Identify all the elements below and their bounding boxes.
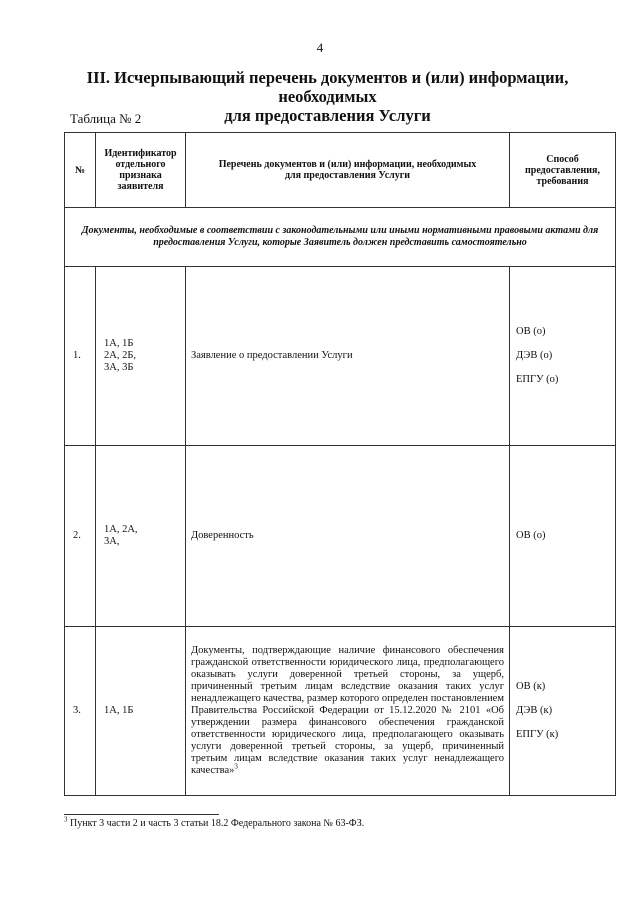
row-identifiers (96, 267, 186, 446)
row-document: Доверенность (186, 446, 510, 627)
table-header-row (65, 133, 616, 208)
row-document-text: Документы, подтверждающие наличие финансового обеспечения гражданской ответственности юридического лица, предполагающего оказывать услуги доверенной третьей стороны, за ущерб, причиненный третьим лицам вследствие оказания таких услуг ненадлежащего качества, размер которого определен постановлением Правительства Российской Федерации от 15.12.2020 № 2101 «Об утверждении размера финансового обеспечения гражданской ответственности юридического лица, предполагающего оказывать услуги доверенной третьей стороны, за ущерб, причиненный третьим лицам вследствие оказания таких услуг ненадлежащего качества» (191, 645, 504, 776)
section-title-line-1: III. Исчерпывающий перечень документов и (или) информации, необходимых (86, 68, 569, 106)
row-document (186, 627, 510, 796)
header-documents: Перечень документов и (или) информации, необходимых для предоставления Услуги (186, 133, 510, 208)
row-number: 3. (65, 627, 96, 796)
row-methods (510, 267, 616, 446)
method-line: ЕПГУ (к) (516, 729, 559, 740)
method-line: ЕПГУ (о) (516, 374, 559, 385)
section-caption-row (65, 208, 616, 267)
footnote-reference: 3 (234, 762, 238, 771)
header-method: Способ предоставления, требования (510, 133, 616, 208)
table-row (65, 446, 616, 627)
row-identifiers (96, 446, 186, 627)
method-line: ОВ (о) (516, 530, 546, 541)
table-row (65, 627, 616, 796)
header-num: № (65, 133, 96, 208)
method-line: ОВ (к) (516, 681, 546, 692)
method-line: ДЭВ (к) (516, 705, 553, 716)
row-document: Заявление о предоставлении Услуги (186, 267, 510, 446)
identifier-line: 1А, 1Б (104, 338, 134, 349)
page-number: 4 (316, 40, 324, 55)
row-number: 2. (65, 446, 96, 627)
footnote-text: Пункт 3 части 2 и часть 3 статьи 18.2 Федерального закона № 63-ФЗ. (67, 818, 365, 829)
row-number: 1. (65, 267, 96, 446)
footnote-divider (64, 814, 219, 815)
table-row (65, 267, 616, 446)
identifier-line: 3А, (104, 536, 120, 547)
header-identifier: Идентификатор отдельного признака заявителя (96, 133, 186, 208)
identifier-line: 2А, 2Б, (104, 350, 136, 361)
row-methods (510, 446, 616, 627)
footnote (64, 815, 365, 829)
section-title-line-2: для предоставления Услуги (224, 106, 431, 125)
row-identifiers (96, 627, 186, 796)
section-caption: Документы, необходимые в соответствии с законодательными или иными нормативными правовыми актами для предоставления Услуги, которые Заявитель должен представить самостоятельно (65, 208, 616, 267)
documents-table (64, 132, 616, 796)
identifier-line: 1А, 2А, (104, 524, 138, 535)
footnote-mark: 3 (64, 815, 68, 824)
table-label: Таблица № 2 (70, 111, 142, 126)
method-line: ДЭВ (о) (516, 350, 553, 361)
identifier-line: 3А, 3Б (104, 362, 134, 373)
method-line: ОВ (о) (516, 326, 546, 337)
identifier-line: 1А, 1Б (104, 705, 134, 716)
row-methods (510, 627, 616, 796)
